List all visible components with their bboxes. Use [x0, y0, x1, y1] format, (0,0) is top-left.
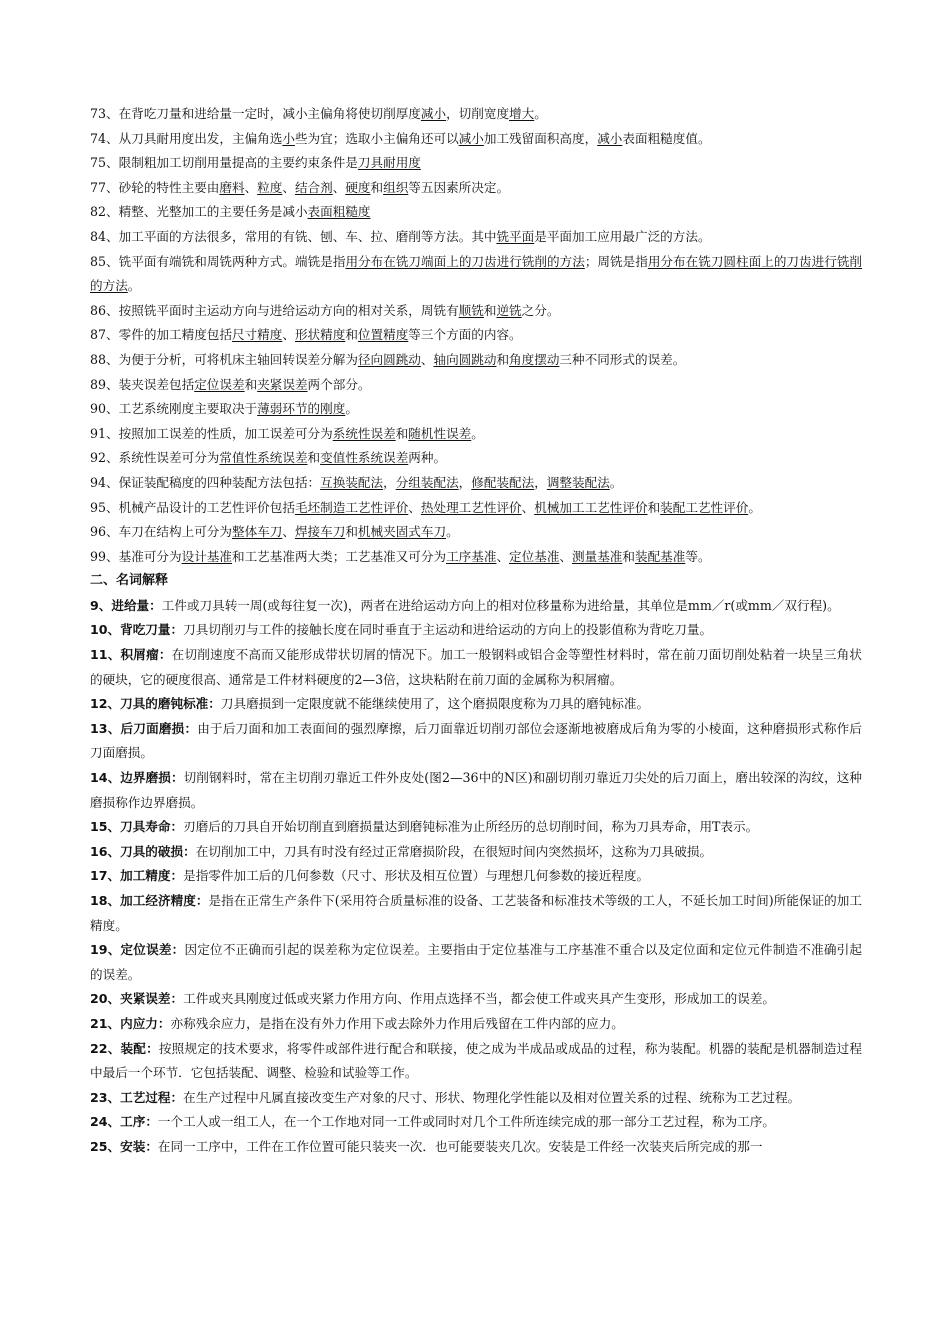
item-text: 按照加工误差的性质，加工误差可分为: [118, 425, 333, 441]
definition-text: 亦称残余应力，是指在没有外力作用下或去除外力作用后残留在工件内部的应力。: [170, 1015, 624, 1031]
answer-blank: 增大: [509, 106, 535, 121]
fill-item: [90, 323, 862, 348]
answer-blank: 角度摆动: [509, 351, 560, 367]
definition-term: 20、夹紧误差: [90, 991, 171, 1007]
term-separator: ：: [170, 770, 184, 786]
fill-item: [90, 471, 862, 496]
fill-item: [90, 545, 862, 570]
section-heading-definitions: 二、名词解释: [90, 573, 169, 589]
definition-term: 19、定位误差: [90, 942, 172, 958]
definitions-list: [90, 594, 862, 1160]
definition-text: 刃磨后的刀具自开始切削直到磨损量达到磨钝标准为止所经历的总切削时间，称为刀具寿命，用T表示。: [183, 819, 759, 835]
answer-blank: 分组装配法: [395, 474, 459, 490]
fill-item: [90, 102, 862, 127]
item-text: 两种。: [408, 450, 447, 466]
item-number: 82、: [90, 204, 119, 220]
item-text: 等三个方面的内容。: [408, 327, 522, 343]
answer-blank: 变值性系统误差: [320, 450, 409, 466]
item-text: 和: [345, 327, 358, 343]
item-number: 90、: [90, 401, 119, 417]
item-text: 。: [471, 425, 484, 441]
answer-blank: 工序基准: [446, 548, 497, 564]
item-text: ，: [534, 474, 547, 490]
item-text: 。: [345, 401, 358, 417]
definition-text: 在生产过程中凡属直接改变生产对象的尺寸、形状、物理化学性能以及相对位置关系的过程、统称为工艺过程。: [183, 1089, 801, 1105]
term-separator: ：: [170, 622, 184, 638]
definition-text: 在同一工序中，工件在工作位置可能只装夹一次．也可能要装夹几次。安装是工件经一次装夹后所完成的那一: [157, 1138, 763, 1154]
item-text: 精整、光整加工的主要任务是减小: [118, 204, 308, 220]
item-number: 73、: [90, 106, 119, 121]
item-text: 零件的加工精度包括: [118, 327, 232, 343]
item-text: 和: [647, 499, 661, 515]
definition-item: [90, 692, 862, 717]
answer-blank: 用分布在铣刀端面上的刀齿进行铣削的方法: [345, 253, 585, 269]
answer-blank: 位置精度: [357, 327, 409, 343]
item-text: 限制粗加工切削用量提高的主要约束条件是: [118, 155, 358, 171]
fill-in-list: [90, 102, 862, 569]
definition-item: [90, 1037, 862, 1086]
item-number: 84、: [90, 228, 119, 244]
item-text: 基准可分为: [118, 548, 182, 564]
answer-blank: 测量基准: [572, 548, 623, 564]
item-number: 89、: [90, 376, 119, 392]
fill-item: [90, 151, 862, 176]
answer-blank: 设计基准: [181, 548, 232, 564]
item-text: 从刀具耐用度出发，主偏角选: [118, 130, 283, 146]
term-separator: ：: [208, 696, 221, 712]
definition-term: 25、安装: [90, 1138, 146, 1154]
term-separator: ：: [170, 819, 184, 835]
term-separator: ：: [157, 1015, 171, 1031]
definition-text: 切削钢料时，常在主切削刃靠近工件外皮处(图2—36中的N区)和副切削刃靠近刀尖处的后刀面上，磨出较深的沟纹，这种磨损称作边界磨损。: [90, 770, 862, 810]
fill-item: [90, 225, 862, 250]
definition-item: [90, 815, 862, 840]
fill-item: [90, 422, 862, 447]
item-text: 是平面加工应用最广泛的方法。: [534, 228, 711, 244]
item-number: 99、: [90, 548, 119, 564]
definition-term: 15、刀具寿命: [90, 819, 171, 835]
item-text: 车刀在结构上可分为: [118, 524, 232, 540]
item-number: 91、: [90, 425, 119, 441]
item-text: 工艺系统刚度主要取决于: [118, 401, 258, 417]
item-text: 。: [534, 106, 547, 121]
item-text: 和: [622, 548, 635, 564]
item-text: 在背吃刀量和进给量一定时，减小主偏角将使切削厚度: [118, 106, 421, 121]
item-text: 些为宜；选取小主偏角还可以: [294, 130, 459, 146]
definition-text: 刀具切削刃与工件的接触长度在同时垂直于主运动和进给运动的方向上的投影值称为背吃刀量。: [183, 622, 713, 638]
item-text: 、: [332, 179, 346, 195]
definition-item: [90, 594, 862, 619]
fill-item: [90, 176, 862, 201]
answer-blank: 随机性误差: [408, 425, 472, 441]
definition-text: 是指零件加工后的几何参数（尺寸、形状及相互位置）与理想几何参数的接近程度。: [183, 868, 650, 884]
answer-blank: 毛坯制造工艺性评价: [294, 499, 409, 515]
definition-item: [90, 1086, 862, 1111]
fill-item: [90, 250, 862, 299]
answer-blank: 调整装配法: [546, 474, 610, 490]
term-separator: ：: [145, 1138, 158, 1154]
item-number: 88、: [90, 351, 119, 367]
answer-blank: 组织: [383, 179, 409, 195]
definition-term: 24、工序: [90, 1114, 146, 1130]
term-separator: ：: [170, 991, 184, 1007]
item-text: 两个部分。: [307, 376, 371, 392]
answer-blank: 定位基准: [509, 548, 560, 564]
definition-text: 是指在正常生产条件下(采用符合质量标准的设备、工艺装备和标准技术等级的工人，不延长加工时间)所能保证的加工精度。: [90, 893, 863, 933]
answer-blank: 修配装配法: [471, 474, 535, 490]
definition-term: 17、加工精度: [90, 868, 171, 884]
fill-item: [90, 397, 862, 422]
item-number: 77、: [90, 179, 119, 195]
fill-item: [90, 348, 862, 373]
term-separator: ：: [184, 720, 198, 736]
definition-item: [90, 864, 862, 889]
item-text: 、: [282, 524, 295, 540]
item-text: 按照铣平面时主运动方向与进给运动方向的相对关系，周铣有: [118, 302, 459, 318]
item-text: ，: [458, 474, 472, 490]
term-separator: ：: [158, 647, 172, 663]
term-separator: ：: [170, 1089, 184, 1105]
fill-item: [90, 446, 862, 471]
definition-text: 刀具磨损到一定限度就不能继续使用了，这个磨损限度称为刀具的磨钝标准。: [220, 696, 650, 712]
fill-item: [90, 496, 862, 521]
item-text: 机械产品设计的工艺性评价包括: [118, 499, 295, 515]
item-text: 保证装配稿度的四种装配方法包括：: [118, 474, 321, 490]
item-text: 加工残留面积高度，: [483, 130, 598, 146]
item-text: 等。: [685, 548, 711, 564]
definition-term: 9、进给量: [90, 597, 150, 613]
item-text: 和: [483, 302, 497, 318]
definition-item: [90, 618, 862, 643]
item-text: 铣平面有端铣和周铣两种方式。端铣是指: [118, 253, 346, 269]
definition-text: 在切削加工中，刀具有时没有经过正常磨损阶段，在很短时间内突然损坏，这称为刀具破损。: [195, 843, 713, 859]
item-text: 等五因素所决定。: [408, 179, 510, 195]
answer-blank: 表面粗糙度: [307, 204, 371, 220]
answer-blank: 互换装配法: [320, 474, 384, 490]
item-number: 75、: [90, 155, 119, 171]
definition-item: [90, 840, 862, 865]
definition-term: 12、刀具的磨钝标准: [90, 696, 209, 712]
answer-blank: 热处理工艺性评价: [420, 499, 522, 515]
item-text: 装夹误差包括: [118, 376, 195, 392]
definition-item: [90, 1110, 862, 1135]
item-text: 加工平面的方法很多，常用的有铣、刨、车、拉、磨削等方法。其中: [118, 228, 497, 244]
item-text: ；周铣是指: [584, 253, 648, 269]
definition-item: [90, 643, 862, 692]
answer-blank: 减小: [420, 106, 447, 121]
definition-item: [90, 938, 862, 987]
item-number: 85、: [90, 253, 119, 269]
fill-item: [90, 520, 862, 545]
answer-blank: 机械夹固式车刀: [357, 524, 447, 540]
item-text: 为便于分析，可将机床主轴回转误差分解为: [118, 351, 358, 367]
definition-text: 在切削速度不高而又能形成带状切屑的情况下。加工一般钢料或铝合金等塑性材料时，常在前刀面切削处粘着一块呈三角状的硬块，它的硬度很高、通常是工件材料硬度的2—3倍，这块粘附在前刀面的金属称为积屑瘤。: [90, 647, 863, 687]
definition-term: 22、装配: [90, 1040, 147, 1056]
term-separator: ：: [183, 843, 196, 859]
answer-blank: 机械加工工艺性评价: [534, 499, 648, 515]
definition-item: [90, 987, 862, 1012]
definition-item: [90, 766, 862, 815]
fill-item: [90, 200, 862, 225]
term-separator: ：: [170, 868, 184, 884]
item-text: ，: [383, 474, 396, 490]
item-number: 87、: [90, 327, 119, 343]
item-text: 、: [559, 548, 572, 564]
definition-item: [90, 1135, 862, 1160]
item-number: 95、: [90, 499, 119, 515]
item-text: 系统性误差可分为: [118, 450, 220, 466]
answer-blank: 小: [282, 130, 295, 146]
answer-blank: 减小: [458, 130, 484, 146]
item-text: 和: [244, 376, 258, 392]
definition-term: 11、积屑瘤: [90, 647, 159, 663]
answer-blank: 常值性系统误差: [219, 450, 308, 466]
definition-term: 21、内应力: [90, 1015, 158, 1031]
answer-blank: 装配工艺性评价: [660, 499, 749, 515]
item-text: 和: [370, 179, 384, 195]
definition-text: 由于后刀面和加工表面间的强烈摩擦，后刀面靠近切削刃部位会逐渐地被磨成后角为零的小棱面，这种磨损形式称作后刀面磨损。: [90, 720, 863, 761]
definition-term: 16、刀具的破损: [90, 843, 184, 859]
answer-blank: 减小: [597, 130, 623, 146]
definition-text: 因定位不正确而引起的误差称为定位误差。主要指由于定位基准与工序基准不重合以及定位面和定位元件制造不准确引起的误差。: [90, 942, 863, 982]
answer-blank: 形状精度: [294, 327, 346, 343]
definition-item: [90, 889, 862, 938]
answer-blank: 用分布在铣刀圆柱面上的刀齿进行铣削的方法: [90, 253, 863, 294]
item-text: 、: [521, 499, 535, 515]
definition-item: [90, 1012, 862, 1037]
definition-term: 10、背吃刀量: [90, 622, 171, 638]
answer-blank: 焊接车刀: [294, 524, 346, 540]
definition-text: 工件或夹具刚度过低或夹紧力作用方向、作用点选择不当，都会使工件或夹具产生变形，形成加工的误差。: [183, 991, 775, 1007]
definition-term: 23、工艺过程: [90, 1089, 171, 1105]
item-text: 。: [748, 499, 761, 515]
item-text: 表面粗糙度值。: [622, 130, 711, 146]
item-text: 和: [395, 425, 409, 441]
item-text: 三种不同形式的误差。: [559, 351, 686, 367]
answer-blank: 粒度: [257, 179, 283, 195]
item-number: 74、: [90, 130, 119, 146]
answer-blank: 轴向圆跳动: [433, 351, 497, 367]
answer-blank: 逆铣: [496, 302, 522, 318]
item-text: 和: [345, 524, 358, 540]
fill-item: [90, 299, 862, 324]
answer-blank: 硬度: [345, 179, 371, 195]
answer-blank: 径向圆跳动: [357, 351, 421, 367]
item-text: 、: [420, 351, 434, 367]
term-separator: ：: [146, 1040, 159, 1056]
definition-item: [90, 717, 862, 766]
item-text: 、: [282, 327, 295, 343]
item-text: 、: [408, 499, 421, 515]
item-text: 和工艺基准两大类；工艺基准又可分为: [231, 548, 447, 564]
answer-blank: 刀具耐用度: [357, 155, 421, 171]
definition-text: 工件或刀具转一周(或每往复一次)，两者在进给运动方向上的相对位移量称为进给量，其单位是mm／r(或mm／双行程)。: [161, 597, 840, 613]
item-text: ，切削宽度: [446, 106, 510, 121]
item-number: 86、: [90, 302, 119, 318]
item-text: 。: [609, 474, 623, 490]
answer-blank: 铣平面: [496, 228, 535, 244]
answer-blank: 定位误差: [194, 376, 245, 392]
item-text: 砂轮的特性主要由: [118, 179, 220, 195]
term-separator: ：: [145, 1114, 158, 1130]
term-separator: ：: [171, 942, 185, 958]
item-text: 。: [446, 524, 459, 540]
definition-text: 一个工人或一组工人，在一个工作地对同一工件或同时对几个工件所连续完成的那一部分工艺过程，称为工序。: [157, 1114, 775, 1130]
answer-blank: 整体车刀: [231, 524, 283, 540]
item-number: 92、: [90, 450, 119, 466]
item-text: 、: [496, 548, 510, 564]
answer-blank: 磨料: [219, 179, 245, 195]
item-text: 、: [244, 179, 258, 195]
item-number: 94、: [90, 474, 119, 490]
definition-text: 按照规定的技术要求，将零件或部件进行配合和联接，使之成为半成品或成品的过程，称为装配。机器的装配是机器制造过程中最后一个环节．它包括装配、调整、检验和试验等工作。: [90, 1040, 863, 1081]
item-text: 之分。: [521, 302, 560, 318]
term-separator: ：: [149, 597, 162, 613]
answer-blank: 夹紧误差: [257, 376, 308, 392]
item-text: 。: [127, 278, 141, 294]
definition-term: 18、加工经济精度: [90, 893, 196, 908]
answer-blank: 薄弱环节的刚度: [257, 401, 346, 417]
answer-blank: 系统性误差: [332, 425, 396, 441]
item-number: 96、: [90, 524, 119, 540]
fill-item: [90, 373, 862, 398]
item-text: 和: [307, 450, 321, 466]
item-text: 和: [496, 351, 510, 367]
answer-blank: 尺寸精度: [231, 327, 283, 343]
term-separator: ：: [195, 893, 209, 908]
answer-blank: 装配基准: [634, 548, 686, 564]
document-page: [90, 102, 862, 1160]
answer-blank: 结合剂: [294, 179, 333, 195]
item-text: 、: [282, 179, 295, 195]
definition-term: 13、后刀面磨损: [90, 720, 185, 736]
answer-blank: 顺铣: [458, 302, 484, 318]
definition-term: 14、边界磨损: [90, 770, 171, 786]
fill-item: [90, 127, 862, 152]
